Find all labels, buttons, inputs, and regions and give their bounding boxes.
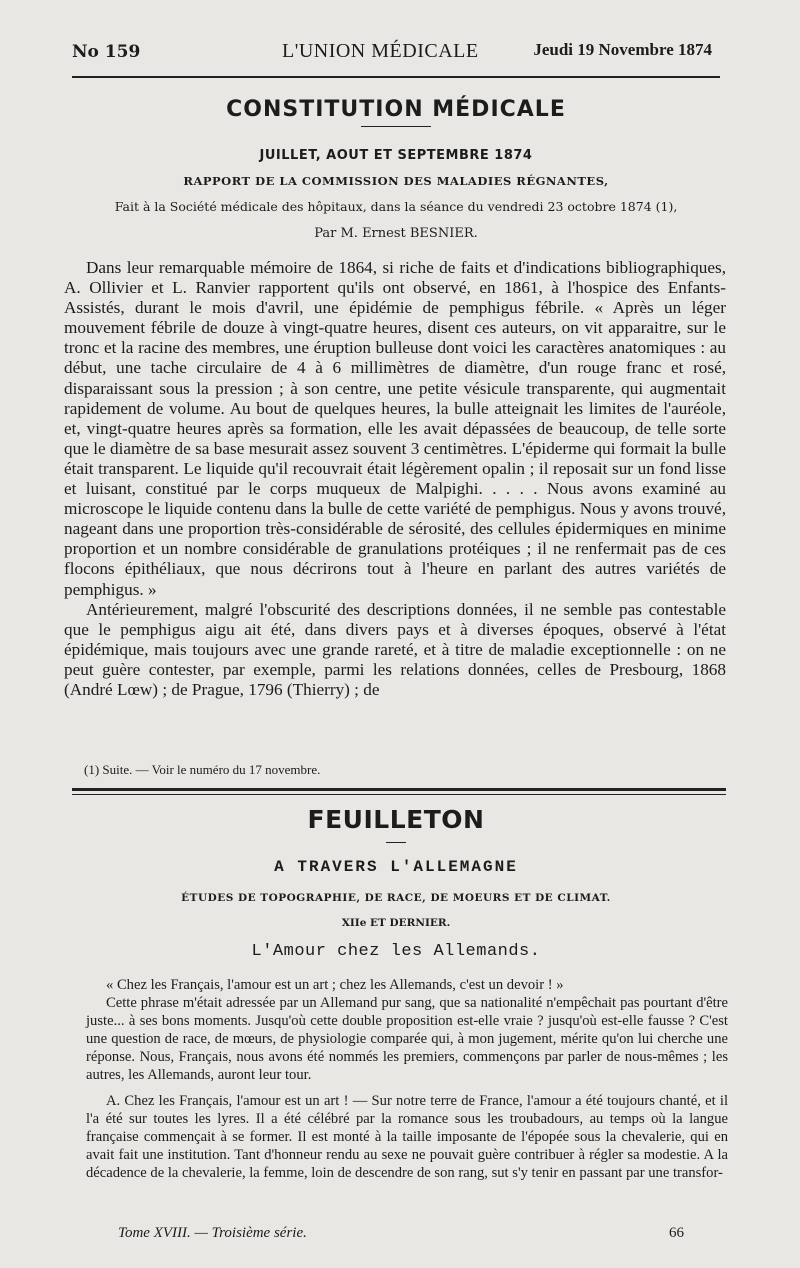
issue-date: Jeudi 19 Novembre 1874 <box>533 40 712 59</box>
report-period: JUILLET, AOUT ET SEPTEMBRE 1874 <box>259 148 533 163</box>
feuilleton-paragraph: Cette phrase m'était adressée par un Allemand pur sang, que sa nationalité n'empêchait pas pourtant d'être juste... à ses bons moments. Jusqu'où cette double proposition est-elle vraie ? jusqu'où est-elle fausse ? C'est une question de race, de mœurs, de physiologie comparée qui, à mon jugement, mérite qu'on lui cherche une réponse. Nous, Français, nous avons été nommés les premiers, commençons par parler de nous-mêmes ; les autres, les Allemands, auront leur tour. <box>86 995 728 1083</box>
journal-title: L'UNION MÉDICALE <box>282 40 479 62</box>
feuilleton-paragraph: « Chez les Français, l'amour est un art ; chez les Allemands, c'est un devoir ! » <box>106 977 564 993</box>
page-header <box>72 36 712 66</box>
feuilleton-rule-thin <box>72 794 726 795</box>
header-rule <box>72 76 720 78</box>
article-paragraph: Dans leur remarquable mémoire de 1864, si riche de faits et d'indications bibliographiques, A. Ollivier et L. Ranvier rapportent qu'ils ont observé, en 1861, à l'hospice des Enfants-Assistés, durant le mois d'avril, une épidémie de pemphigus fébrile. « Après un léger mouvement fébrile de douze à vingt-quatre heures, disent ces auteurs, on vit apparaitre, sur le tronc et la racine des membres, une éruption bulleuse dont voici les caractères anatomiques : au début, une tache circulaire de 4 à 6 millimètres de diamètre, d'un rouge franc et rosé, disparaissant sous la pression ; à son centre, une petite vésicule transparente, qui augmentait rapidement de volume. Au bout de quelques heures, la bulle atteignait les limites de l'auréole, et, vingt-quatre heures après sa formation, elle les avait dépassées de beaucoup, de telle sorte que le diamètre de sa base mesurait assez souvent 3 centimètres. L'épiderme qui formait la bulle était transparent. Le liquide qu'il recouvrait était légèrement opalin ; il reposait sur un fond lisse et luisant, constitué par le corps muqueux de Malpighi. . . . . Nous avons examiné au microscope le liquide contenu dans la bulle de cette variété de pemphigus. Nous y avons trouvé, nageant dans une proportion très-considérable de sérosité, des cellules épidermiques en minime proportion et un nombre considérable de granulations protéiques ; il ne renfermait pas de ces flocons épithéliaux, que nous décrirons tout à l'heure en parlant des autres variétés de pemphigus. » <box>64 258 726 599</box>
issue-number: No 159 <box>72 42 141 62</box>
feuilleton-paragraph: A. Chez les Français, l'amour est un art ! — Sur notre terre de France, l'amour a été toujours chanté, et il l'a été sur toutes les lyres. Il a été célébré par la romance sous les troubadours, au temps où la langue française commençait à se former. Il est monté à la taille imposante de l'épopée sous la chevalerie, qui en avait fait une institution. Tant d'honneur rendu au sexe ne pouvait guère contribuer à régler sa modestie. A la décadence de la chevalerie, la femme, loin de descendre de son rang, sut s'y tenir en passant par une transfor- <box>86 1093 728 1181</box>
volume-info: Tome XVIII. — Troisième série. <box>118 1225 307 1241</box>
article-body <box>64 258 726 700</box>
section-title: CONSTITUTION MÉDICALE <box>226 97 566 122</box>
feuilleton-article-title: A TRAVERS L'ALLEMAGNE <box>274 858 518 876</box>
feuilleton-title: FEUILLETON <box>307 805 485 834</box>
chapter-title: L'Amour chez les Allemands. <box>251 942 541 961</box>
feuilleton-rule <box>72 788 726 791</box>
page-number: 66 <box>669 1225 684 1241</box>
feuilleton-subtitle: ÉTUDES DE TOPOGRAPHIE, DE RACE, DE MOEURS ET DE CLIMAT. <box>181 892 611 904</box>
article-author: Par M. Ernest BESNIER. <box>314 226 478 241</box>
article-footnote: (1) Suite. — Voir le numéro du 17 novembre. <box>84 762 321 777</box>
feuilleton-part: XIIe ET DERNIER. <box>341 917 451 929</box>
feuilleton-divider <box>72 838 720 843</box>
article-paragraph: Antérieurement, malgré l'obscurité des descriptions données, il ne semble pas contestable que le pemphigus aigu ait été, dans divers pays et à diverses époques, observé à l'état épidémique, mais toujours avec une grande rareté, et à titre de maladie exceptionnelle : on ne peut guère contester, par exemple, parmi les relations données, celles de Presbourg, 1868 (André Lœw) ; de Prague, 1796 (Thierry) ; de <box>64 599 726 699</box>
report-title: RAPPORT DE LA COMMISSION DES MALADIES RÉGNANTES, <box>183 174 609 188</box>
title-divider <box>361 126 431 127</box>
report-context: Fait à la Société médicale des hôpitaux, dans la séance du vendredi 23 octobre 1874 (1), <box>114 199 678 214</box>
feuilleton-body <box>86 976 728 1182</box>
article-heading <box>72 97 720 127</box>
